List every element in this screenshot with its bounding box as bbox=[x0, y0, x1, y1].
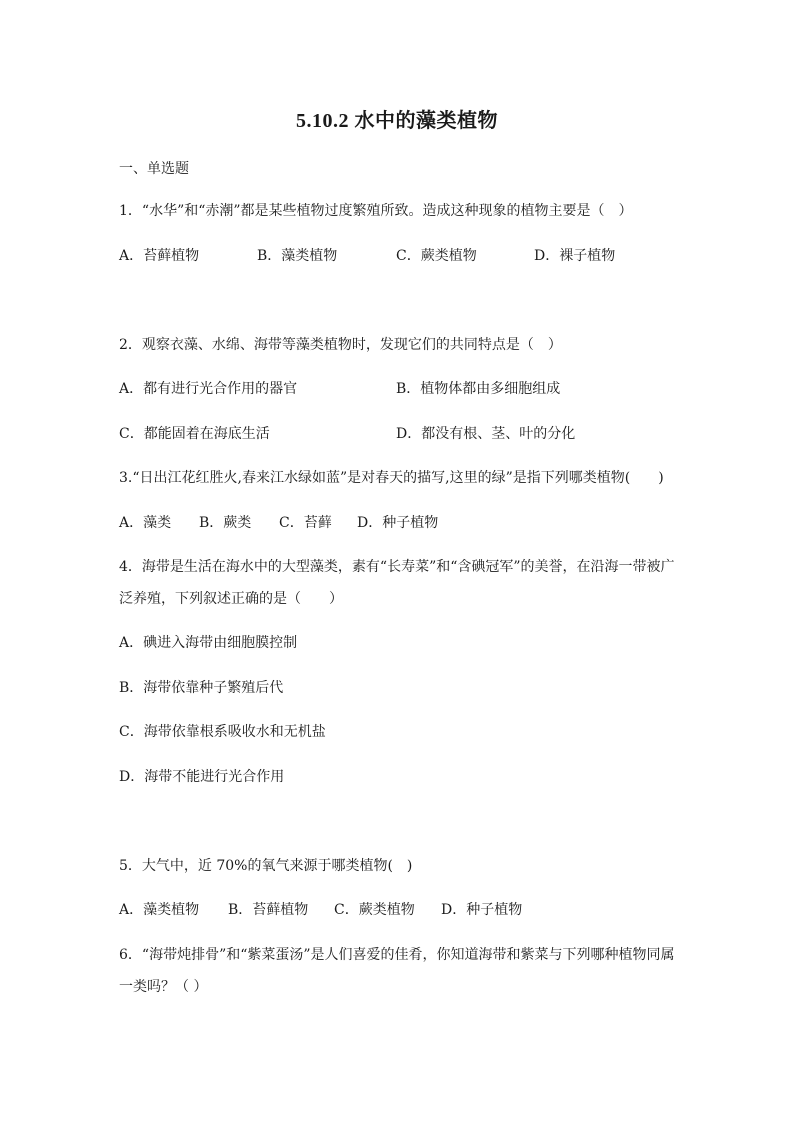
question-4-option-d: D．海带不能进行光合作用 bbox=[119, 769, 285, 785]
question-2-option-d: D．都没有根、茎、叶的分化 bbox=[396, 426, 576, 442]
question-5-option-b: B．苔藓植物 bbox=[228, 902, 309, 918]
question-3-option-b: B．蕨类 bbox=[199, 515, 252, 531]
question-4-stem-line-2: 泛养殖，下列叙述正确的是（ ） bbox=[119, 591, 343, 607]
question-2-option-c: C．都能固着在海底生活 bbox=[119, 426, 270, 442]
question-3-option-d: D．种子植物 bbox=[357, 515, 439, 531]
question-4-option-b: B．海带依靠种子繁殖后代 bbox=[119, 680, 284, 696]
question-2-stem: 2．观察衣藻、水绵、海带等藻类植物时，发现它们的共同特点是（ ） bbox=[119, 337, 562, 353]
question-1-option-b: B．藻类植物 bbox=[257, 248, 338, 264]
question-6-stem-line-1: 6．“海带炖排骨”和“紫菜蛋汤”是人们喜爱的佳肴，你知道海带和紫菜与下列哪种植物同属 bbox=[119, 947, 675, 963]
question-6-stem-line-2: 一类吗？（ ） bbox=[119, 979, 208, 995]
question-4-stem-line-1: 4．海带是生活在海水中的大型藻类，素有“长寿菜”和“含碘冠军”的美誉，在沿海一带被广 bbox=[119, 559, 675, 575]
question-1-stem: 1．“水华”和“赤潮”都是某些植物过度繁殖所致。造成这种现象的植物主要是（ ） bbox=[119, 203, 633, 219]
question-1-option-d: D．裸子植物 bbox=[534, 248, 616, 264]
question-2-option-b: B．植物体都由多细胞组成 bbox=[396, 381, 561, 397]
question-1-option-a: A．苔藓植物 bbox=[119, 248, 200, 264]
question-5-option-a: A．藻类植物 bbox=[119, 902, 200, 918]
question-5-option-d: D．种子植物 bbox=[441, 902, 523, 918]
question-4-option-c: C．海带依靠根系吸收水和无机盐 bbox=[119, 724, 326, 740]
section-heading: 一、单选题 bbox=[119, 161, 189, 177]
question-3-stem: 3.“日出江花红胜火,春来江水绿如蓝”是对春天的描写,这里的绿”是指下列哪类植物( ) bbox=[119, 470, 664, 486]
question-3-option-c: C．苔藓 bbox=[279, 515, 332, 531]
page-title: 5.10.2 水中的藻类植物 bbox=[296, 110, 498, 132]
question-4-option-a: A．碘进入海带由细胞膜控制 bbox=[119, 635, 298, 651]
question-5-stem: 5．大气中，近 70%的氧气来源于哪类植物( ) bbox=[119, 858, 413, 874]
question-2-option-a: A．都有进行光合作用的器官 bbox=[119, 381, 298, 397]
question-1-option-c: C．蕨类植物 bbox=[396, 248, 477, 264]
question-3-option-a: A．藻类 bbox=[119, 515, 172, 531]
question-5-option-c: C．蕨类植物 bbox=[334, 902, 415, 918]
